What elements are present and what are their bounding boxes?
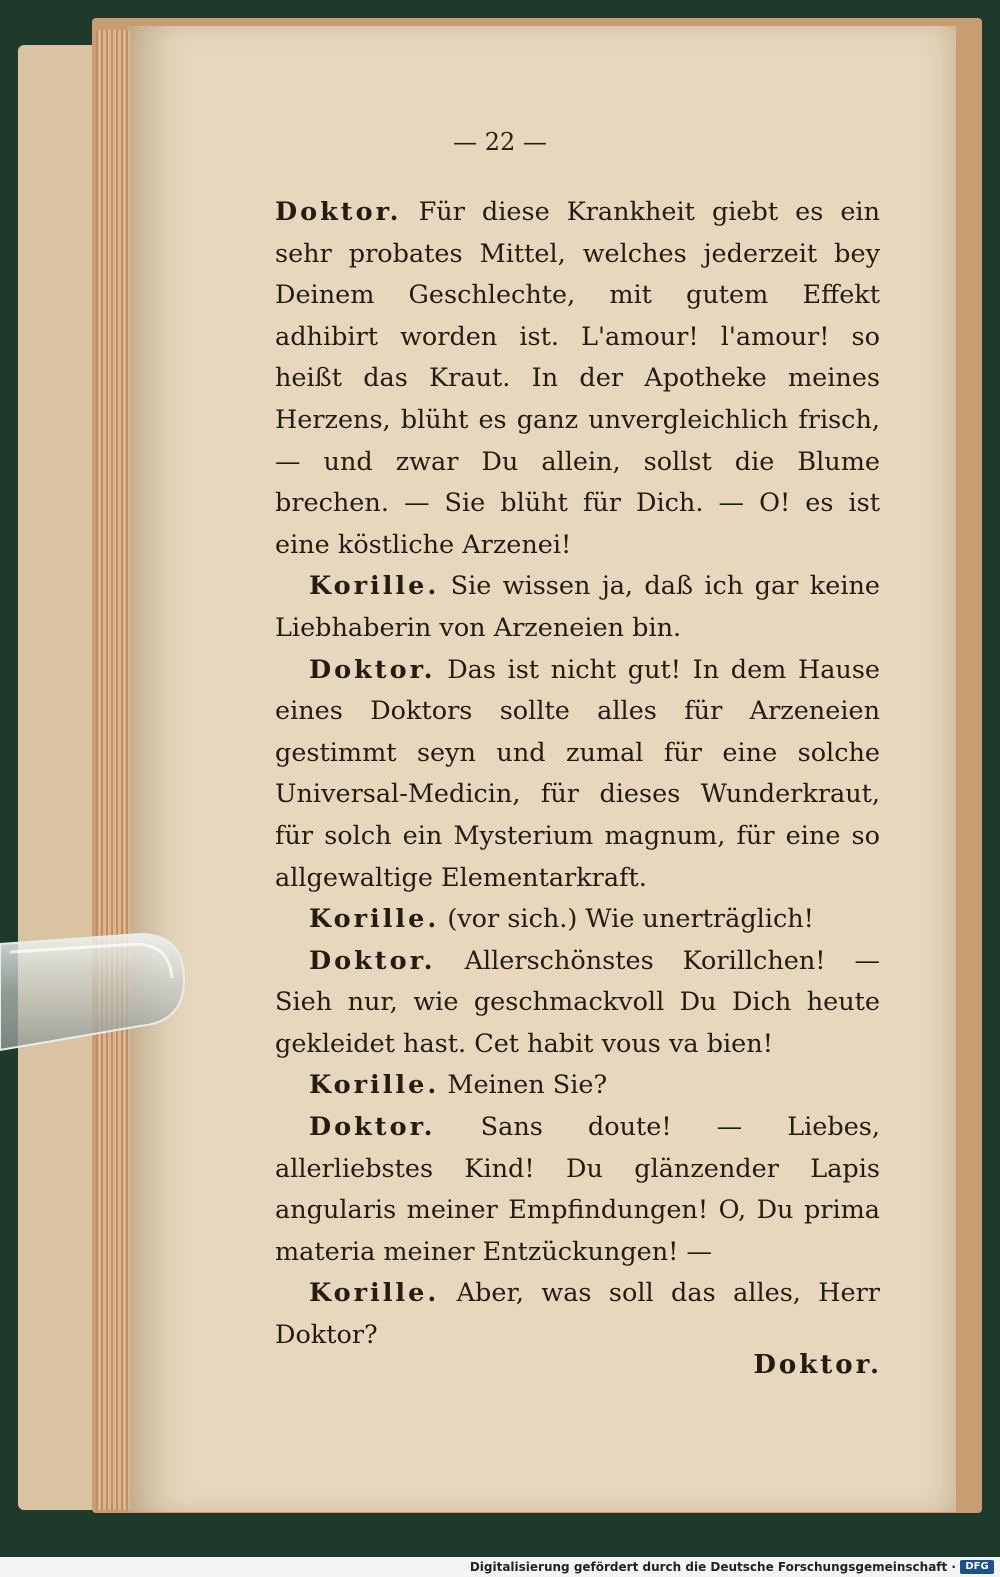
page-text [275, 192, 880, 1357]
catchword: Doktor. [753, 1350, 882, 1380]
paragraph [275, 899, 880, 941]
speaker-name: Korille. [309, 1278, 440, 1309]
paragraph [275, 1107, 880, 1273]
dialogue-text: Für diese Krankheit giebt es ein sehr probates Mittel, welches jederzeit bey Deinem Geschlechte, mit gutem Effekt adhibirt worden ist. L'amour! l'amour! so heißt das Kraut. In der Apotheke meines Herzens, blüht es ganz unvergleichlich frisch, — und zwar Du allein, sollst die Blume brechen. — Sie blüht für Dich. — O! es ist eine köstliche Arzenei! [275, 197, 880, 560]
footer-credit: Digitalisierung gefördert durch die Deutsche Forschungsgemeinschaft · [469, 1560, 956, 1574]
dialogue-text: Allerschönstes Korillchen! — Sieh nur, wie geschmackvoll Du Dich heute gekleidet hast. Cet habit vous va bien! [275, 945, 881, 1059]
dialogue-text: (vor sich.) Wie unerträglich! [447, 904, 814, 935]
dialogue-text: Aber, was soll das alles, Herr Doktor? [275, 1278, 880, 1351]
speaker-name: Doktor. [309, 654, 436, 685]
page-number: — 22 — [453, 128, 547, 156]
footer-bar [0, 1557, 1000, 1577]
paragraph [275, 1273, 880, 1356]
dialogue-text: Meinen Sie? [447, 1070, 608, 1101]
speaker-name: Korille. [309, 1070, 440, 1101]
paragraph [275, 192, 880, 566]
speaker-name: Korille. [309, 571, 440, 602]
dialogue-text: Das ist nicht gut! In dem Hause eines Doktors sollte alles für Arzeneien gestimmt seyn und zumal für eine solche Universal-Medicin, für dieses Wunderkraut, für solch ein Mysterium magnum, für eine so allgewaltige Elementarkraft. [275, 654, 881, 893]
page-gutter [96, 30, 130, 1510]
speaker-name: Doktor. [309, 1112, 436, 1143]
paragraph [275, 650, 880, 900]
paragraph [275, 1065, 880, 1107]
glass-page-weight [0, 930, 186, 1056]
speaker-name: Doktor. [275, 197, 402, 227]
dialogue-text: Sans doute! — Liebes, allerliebstes Kind! Du glänzender Lapis angularis meiner Empfindungen! O, Du prima materia meiner Entzückungen! — [275, 1112, 881, 1267]
dfg-logo: DFG [960, 1560, 994, 1574]
speaker-name: Doktor. [309, 945, 436, 976]
speaker-name: Korille. [309, 904, 440, 935]
dialogue-text: Sie wissen ja, daß ich gar keine Liebhaberin von Arzeneien bin. [275, 571, 880, 643]
paragraph [275, 566, 880, 649]
paragraph [275, 941, 880, 1066]
